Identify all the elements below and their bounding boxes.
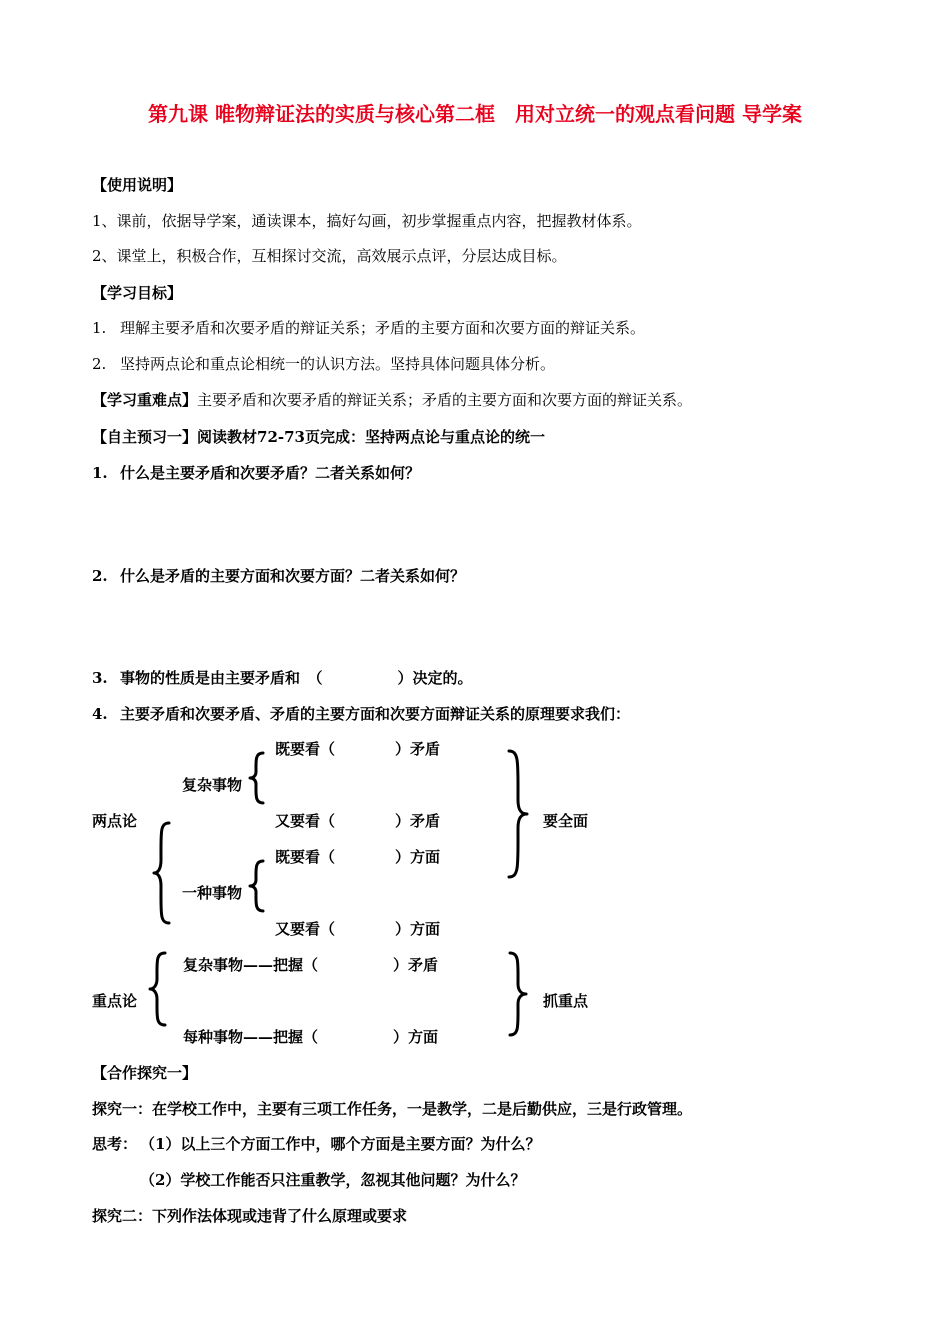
- right-brace-icon: [505, 748, 531, 880]
- goal-num-2: 2.: [92, 355, 107, 373]
- key-points-text: 主要矛盾和次要矛盾的辩证关系；矛盾的主要方面和次要方面的辩证关系。: [197, 391, 693, 409]
- page-title: 第九课 唯物辩证法的实质与核心第二框 用对立统一的观点看问题 导学案: [148, 102, 802, 126]
- cooperate-heading: 【合作探究一】: [92, 1064, 198, 1082]
- complex-line-a: 既要看（ ）矛盾: [275, 740, 441, 758]
- think-two: （2）学校工作能否只注重教学，忽视其他问题？为什么？: [140, 1171, 526, 1189]
- question-num-3: 3.: [92, 669, 108, 687]
- question-text-2: 什么是矛盾的主要方面和次要方面？二者关系如何？: [120, 567, 466, 585]
- goals-heading: 【学习目标】: [92, 284, 183, 302]
- usage-item-2: 2、课堂上，积极合作，互相探讨交流，高效展示点评，分层达成目标。: [92, 247, 567, 265]
- usage-heading: 【使用说明】: [92, 176, 183, 194]
- preview-heading: 【自主预习一】阅读教材72-73页完成：坚持两点论与重点论的统一: [92, 428, 545, 446]
- think-label: 思考：: [92, 1135, 138, 1153]
- single-thing-label: 一种事物: [182, 884, 243, 902]
- left-brace-icon: [247, 750, 267, 806]
- single-line-b: 又要看（ ）方面: [275, 920, 441, 938]
- right-brace-icon: [506, 950, 530, 1038]
- question-num-2: 2.: [92, 567, 108, 585]
- key-line-b: 每种事物——把握（ ）方面: [183, 1028, 439, 1046]
- question-text-4: 主要矛盾和次要矛盾、矛盾的主要方面和次要方面辩证关系的原理要求我们：: [120, 705, 631, 723]
- two-point-label: 两点论: [92, 812, 138, 830]
- key-points-heading: 【学习重难点】: [92, 391, 198, 409]
- complex-things-label: 复杂事物: [182, 776, 243, 794]
- explore-two: 探究二：下列作法体现或违背了什么原理或要求: [92, 1207, 408, 1225]
- complex-line-b: 又要看（ ）矛盾: [275, 812, 441, 830]
- goal-num-1: 1.: [92, 319, 107, 337]
- think-one: （1）以上三个方面工作中，哪个方面是主要方面？为什么？: [140, 1135, 541, 1153]
- single-line-a: 既要看（ ）方面: [275, 848, 441, 866]
- comprehensive-label: 要全面: [543, 812, 589, 830]
- usage-item-1: 1、课前，依据导学案，通读课本，搞好勾画，初步掌握重点内容，把握教材体系。: [92, 212, 642, 230]
- grasp-key-label: 抓重点: [543, 992, 589, 1010]
- key-points-line: [92, 390, 692, 410]
- question-text-3: 事物的性质是由主要矛盾和 （ ）决定的。: [120, 669, 473, 687]
- question-num-1: 1.: [92, 464, 108, 482]
- left-brace-icon: [247, 858, 267, 914]
- key-line-a: 复杂事物——把握（ ）矛盾: [183, 956, 439, 974]
- question-text-1: 什么是主要矛盾和次要矛盾？二者关系如何？: [120, 464, 421, 482]
- question-num-4: 4.: [92, 705, 108, 723]
- goal-text-2: 坚持两点论和重点论相统一的认识方法。坚持具体问题具体分析。: [120, 355, 556, 373]
- left-brace-icon: [151, 820, 173, 926]
- goal-text-1: 理解主要矛盾和次要矛盾的辩证关系；矛盾的主要方面和次要方面的辩证关系。: [120, 319, 646, 337]
- explore-one: 探究一：在学校工作中，主要有三项工作任务，一是教学，二是后勤供应，三是行政管理。: [92, 1100, 693, 1118]
- left-brace-icon: [147, 950, 169, 1028]
- key-point-label: 重点论: [92, 992, 138, 1010]
